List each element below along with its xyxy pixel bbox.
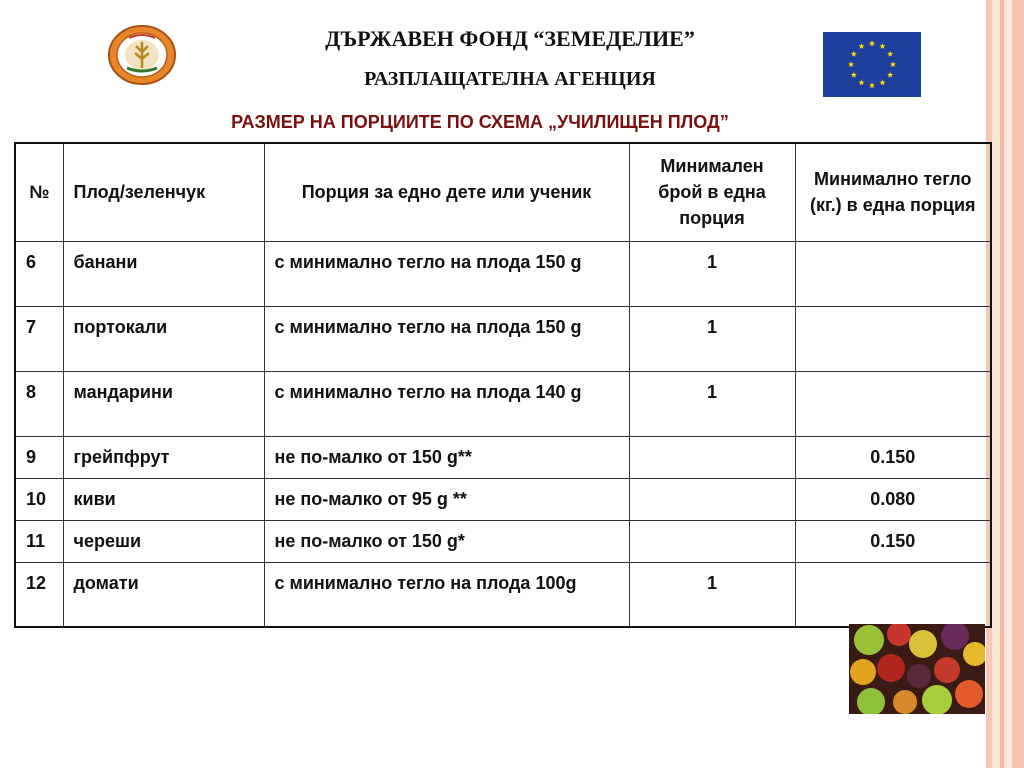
table-row bbox=[15, 306, 991, 371]
row-portion: с минимално тегло на плода 150 g bbox=[264, 241, 629, 306]
row-number: 11 bbox=[15, 520, 63, 562]
table-header-row bbox=[15, 143, 991, 241]
row-number: 8 bbox=[15, 371, 63, 436]
organization-title: ДЪРЖАВЕН ФОНД “ЗЕМЕДЕЛИЕ” bbox=[325, 26, 695, 51]
table-row bbox=[15, 371, 991, 436]
row-portion: с минимално тегло на плода 140 g bbox=[264, 371, 629, 436]
row-min-count bbox=[629, 436, 795, 478]
table-row bbox=[15, 478, 991, 520]
table-row bbox=[15, 241, 991, 306]
row-number: 12 bbox=[15, 562, 63, 627]
column-header-min-weight: Минимално тегло (кг.) в една порция bbox=[795, 143, 991, 241]
agency-title: РАЗПЛАЩАТЕЛНА АГЕНЦИЯ bbox=[364, 68, 656, 90]
row-min-count bbox=[629, 478, 795, 520]
row-min-count: 1 bbox=[629, 241, 795, 306]
column-header-min-count: Минимален брой в една порция bbox=[629, 143, 795, 241]
row-min-count bbox=[629, 520, 795, 562]
row-min-weight bbox=[795, 241, 991, 306]
table-row bbox=[15, 520, 991, 562]
row-min-weight bbox=[795, 562, 991, 627]
row-item: грейпфрут bbox=[63, 436, 264, 478]
row-item: череши bbox=[63, 520, 264, 562]
row-min-weight: 0.150 bbox=[795, 520, 991, 562]
row-item: мандарини bbox=[63, 371, 264, 436]
row-item: банани bbox=[63, 241, 264, 306]
row-number: 9 bbox=[15, 436, 63, 478]
row-item: портокали bbox=[63, 306, 264, 371]
row-min-count: 1 bbox=[629, 371, 795, 436]
row-min-count: 1 bbox=[629, 306, 795, 371]
row-item: киви bbox=[63, 478, 264, 520]
row-min-count: 1 bbox=[629, 562, 795, 627]
fruit-photo-icon bbox=[849, 624, 985, 714]
portion-table bbox=[14, 142, 992, 628]
row-number: 10 bbox=[15, 478, 63, 520]
table-row bbox=[15, 436, 991, 478]
row-portion: не по-малко от 150 g** bbox=[264, 436, 629, 478]
row-portion: не по-малко от 150 g* bbox=[264, 520, 629, 562]
table-row bbox=[15, 562, 991, 627]
row-min-weight bbox=[795, 306, 991, 371]
row-number: 6 bbox=[15, 241, 63, 306]
column-header-fruit: Плод/зеленчук bbox=[63, 143, 264, 241]
row-min-weight: 0.150 bbox=[795, 436, 991, 478]
row-portion: с минимално тегло на плода 150 g bbox=[264, 306, 629, 371]
page-subtitle: РАЗМЕР НА ПОРЦИИТЕ ПО СХЕМА „УЧИЛИЩЕН ПЛОД” bbox=[231, 112, 729, 132]
row-item: домати bbox=[63, 562, 264, 627]
row-number: 7 bbox=[15, 306, 63, 371]
column-header-number: № bbox=[15, 143, 63, 241]
row-portion: с минимално тегло на плода 100g bbox=[264, 562, 629, 627]
row-min-weight bbox=[795, 371, 991, 436]
row-min-weight: 0.080 bbox=[795, 478, 991, 520]
row-portion: не по-малко от 95 g ** bbox=[264, 478, 629, 520]
column-header-portion: Порция за едно дете или ученик bbox=[264, 143, 629, 241]
